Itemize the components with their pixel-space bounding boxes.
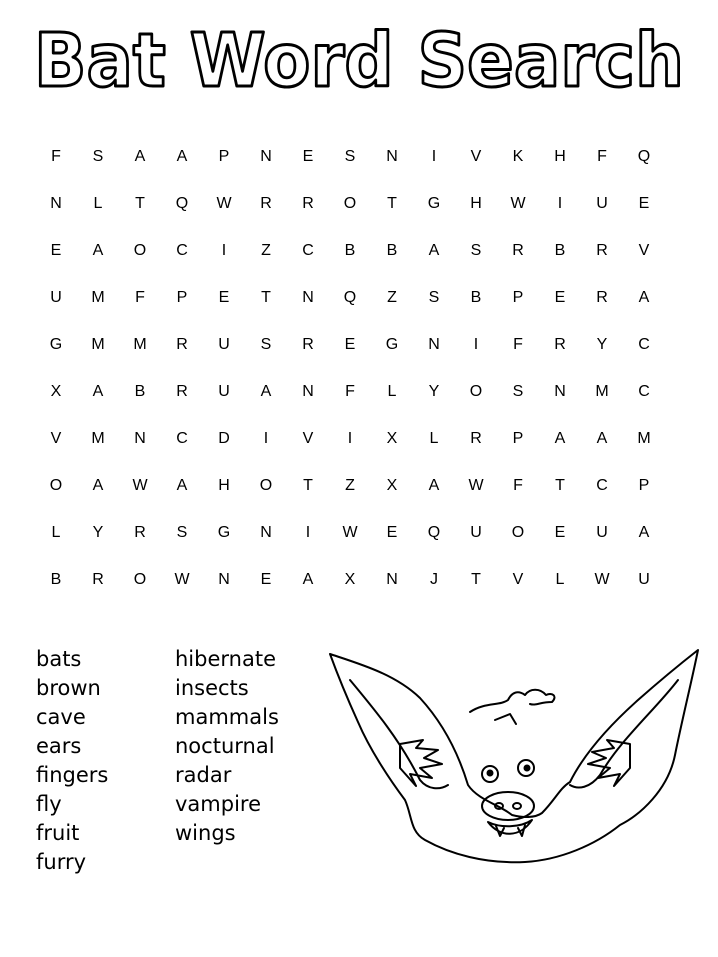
grid-letter: N xyxy=(302,382,314,400)
grid-row xyxy=(35,227,665,274)
grid-letter: P xyxy=(512,288,524,306)
grid-letter: Z xyxy=(387,288,397,306)
grid-letter: A xyxy=(176,147,188,165)
grid-letter: R xyxy=(176,382,188,400)
grid-letter: R xyxy=(596,241,608,259)
grid-row xyxy=(35,509,665,556)
grid-row xyxy=(35,368,665,415)
grid-letter: L xyxy=(387,382,397,400)
grid-letter: T xyxy=(303,476,313,494)
grid-letter: E xyxy=(638,194,650,212)
grid-letter: O xyxy=(511,523,525,541)
grid-letter: F xyxy=(513,476,523,494)
grid-letter: H xyxy=(554,147,566,165)
grid-letter: L xyxy=(429,429,439,447)
grid-letter: G xyxy=(427,194,441,212)
grid-letter: N xyxy=(134,429,146,447)
grid-letter: N xyxy=(386,570,398,588)
grid-letter: W xyxy=(510,194,526,212)
grid-letter: M xyxy=(91,335,105,353)
grid-letter: Q xyxy=(637,147,651,165)
grid-letter: A xyxy=(596,429,608,447)
grid-letter: Q xyxy=(175,194,189,212)
grid-letter: A xyxy=(92,476,104,494)
grid-letter: P xyxy=(638,476,650,494)
grid-letter: P xyxy=(512,429,524,447)
grid-letter: T xyxy=(555,476,565,494)
grid-letter: Q xyxy=(427,523,441,541)
word-list-item: fingers xyxy=(36,763,109,787)
grid-letter: I xyxy=(431,147,437,165)
grid-letter: R xyxy=(470,429,482,447)
grid-letter: M xyxy=(91,429,105,447)
word-list-item: vampire xyxy=(175,792,262,816)
grid-letter: S xyxy=(428,288,440,306)
page-title-text: Bat Word Search xyxy=(34,18,684,104)
word-list-item: cave xyxy=(36,705,86,729)
grid-letter: W xyxy=(594,570,610,588)
word-list-item: wings xyxy=(175,821,236,845)
grid-letter: N xyxy=(218,570,230,588)
grid-letter: W xyxy=(132,476,148,494)
grid-letter: R xyxy=(92,570,104,588)
grid-letter: L xyxy=(51,523,61,541)
grid-letter: A xyxy=(554,429,566,447)
grid-letter: Y xyxy=(92,523,104,541)
grid-letter: Z xyxy=(345,476,355,494)
grid-letter: U xyxy=(470,523,482,541)
grid-letter: X xyxy=(50,382,62,400)
grid-letter: C xyxy=(638,335,650,353)
grid-letter: O xyxy=(133,570,147,588)
grid-letter: H xyxy=(218,476,230,494)
grid-letter: R xyxy=(302,194,314,212)
letter-grid xyxy=(35,133,665,603)
word-list-item: hibernate xyxy=(175,647,276,671)
grid-letter: A xyxy=(302,570,314,588)
grid-letter: X xyxy=(386,476,398,494)
grid-letter: R xyxy=(176,335,188,353)
grid-letter: E xyxy=(50,241,62,259)
grid-letter: C xyxy=(176,429,188,447)
grid-letter: J xyxy=(430,570,438,588)
grid-letter: I xyxy=(305,523,311,541)
grid-letter: F xyxy=(513,335,523,353)
grid-row xyxy=(35,133,665,180)
grid-letter: Y xyxy=(428,382,440,400)
grid-row xyxy=(35,274,665,321)
grid-letter: T xyxy=(387,194,397,212)
grid-letter: Y xyxy=(596,335,608,353)
grid-letter: S xyxy=(92,147,104,165)
grid-letter: W xyxy=(342,523,358,541)
grid-letter: G xyxy=(385,335,399,353)
grid-letter: E xyxy=(344,335,356,353)
word-list-item: brown xyxy=(36,676,101,700)
grid-letter: N xyxy=(50,194,62,212)
word-list-item: bats xyxy=(36,647,82,671)
grid-letter: A xyxy=(176,476,188,494)
grid-letter: E xyxy=(302,147,314,165)
grid-row xyxy=(35,462,665,509)
word-list-column-1 xyxy=(36,645,108,877)
grid-letter: C xyxy=(176,241,188,259)
grid-letter: L xyxy=(93,194,103,212)
grid-letter: N xyxy=(260,147,272,165)
grid-letter: B xyxy=(134,382,146,400)
grid-letter: F xyxy=(135,288,145,306)
grid-letter: S xyxy=(176,523,188,541)
grid-letter: V xyxy=(470,147,482,165)
word-list-item: radar xyxy=(175,763,232,787)
grid-letter: N xyxy=(428,335,440,353)
grid-letter: B xyxy=(554,241,566,259)
grid-letter: S xyxy=(470,241,482,259)
grid-letter: B xyxy=(50,570,62,588)
grid-letter: B xyxy=(344,241,356,259)
grid-letter: A xyxy=(260,382,272,400)
grid-letter: A xyxy=(638,523,650,541)
grid-letter: W xyxy=(216,194,232,212)
grid-letter: U xyxy=(50,288,62,306)
grid-letter: B xyxy=(386,241,398,259)
grid-letter: M xyxy=(91,288,105,306)
grid-letter: E xyxy=(260,570,272,588)
grid-letter: X xyxy=(344,570,356,588)
grid-letter: R xyxy=(260,194,272,212)
grid-letter: H xyxy=(470,194,482,212)
grid-letter: T xyxy=(471,570,481,588)
grid-letter: F xyxy=(345,382,355,400)
word-list-item: nocturnal xyxy=(175,734,275,758)
grid-letter: M xyxy=(595,382,609,400)
grid-letter: O xyxy=(343,194,357,212)
grid-letter: G xyxy=(49,335,63,353)
grid-letter: R xyxy=(134,523,146,541)
grid-letter: O xyxy=(49,476,63,494)
grid-letter: U xyxy=(218,335,230,353)
word-list-item: ears xyxy=(36,734,82,758)
grid-letter: E xyxy=(554,288,566,306)
grid-letter: V xyxy=(50,429,62,447)
page-title xyxy=(0,8,718,104)
grid-letter: E xyxy=(554,523,566,541)
grid-letter: N xyxy=(386,147,398,165)
grid-letter: I xyxy=(473,335,479,353)
grid-letter: E xyxy=(386,523,398,541)
grid-letter: A xyxy=(428,241,440,259)
word-list-item: furry xyxy=(36,850,87,874)
grid-letter: F xyxy=(597,147,607,165)
grid-letter: R xyxy=(302,335,314,353)
grid-letter: T xyxy=(261,288,271,306)
grid-letter: P xyxy=(176,288,188,306)
grid-letter: W xyxy=(468,476,484,494)
grid-letter: P xyxy=(218,147,230,165)
grid-row xyxy=(35,321,665,368)
grid-letter: A xyxy=(428,476,440,494)
grid-letter: S xyxy=(260,335,272,353)
grid-row xyxy=(35,180,665,227)
grid-letter: R xyxy=(554,335,566,353)
grid-letter: A xyxy=(134,147,146,165)
grid-letter: C xyxy=(638,382,650,400)
grid-letter: D xyxy=(218,429,230,447)
grid-letter: U xyxy=(596,523,608,541)
grid-letter: I xyxy=(557,194,563,212)
grid-letter: X xyxy=(386,429,398,447)
word-list-item: mammals xyxy=(175,705,279,729)
grid-letter: C xyxy=(596,476,608,494)
grid-letter: I xyxy=(347,429,353,447)
word-list-item: fly xyxy=(36,792,62,816)
grid-row xyxy=(35,415,665,462)
grid-letter: U xyxy=(596,194,608,212)
word-list-item: fruit xyxy=(36,821,80,845)
grid-letter: N xyxy=(260,523,272,541)
grid-letter: Q xyxy=(343,288,357,306)
grid-letter: B xyxy=(470,288,482,306)
grid-letter: A xyxy=(92,241,104,259)
grid-letter: S xyxy=(344,147,356,165)
grid-letter: N xyxy=(302,288,314,306)
grid-letter: O xyxy=(133,241,147,259)
grid-letter: C xyxy=(302,241,314,259)
grid-letter: K xyxy=(512,147,524,165)
grid-letter: M xyxy=(133,335,147,353)
grid-letter: R xyxy=(596,288,608,306)
word-list-item: insects xyxy=(175,676,249,700)
grid-letter: A xyxy=(638,288,650,306)
bat-face-icon xyxy=(320,640,710,875)
grid-letter: U xyxy=(218,382,230,400)
grid-letter: M xyxy=(637,429,651,447)
grid-letter: R xyxy=(512,241,524,259)
grid-letter: Z xyxy=(261,241,271,259)
grid-letter: L xyxy=(555,570,565,588)
grid-letter: O xyxy=(259,476,273,494)
word-list-column-2 xyxy=(175,645,279,848)
grid-letter: V xyxy=(512,570,524,588)
grid-letter: I xyxy=(263,429,269,447)
grid-letter: N xyxy=(554,382,566,400)
grid-letter: V xyxy=(638,241,650,259)
grid-letter: V xyxy=(302,429,314,447)
grid-letter: G xyxy=(217,523,231,541)
grid-row xyxy=(35,556,665,603)
grid-letter: O xyxy=(469,382,483,400)
grid-letter: E xyxy=(218,288,230,306)
grid-letter: A xyxy=(92,382,104,400)
grid-letter: U xyxy=(638,570,650,588)
grid-letter: W xyxy=(174,570,190,588)
grid-letter: I xyxy=(221,241,227,259)
grid-letter: F xyxy=(51,147,61,165)
grid-letter: T xyxy=(135,194,145,212)
grid-letter: S xyxy=(512,382,524,400)
